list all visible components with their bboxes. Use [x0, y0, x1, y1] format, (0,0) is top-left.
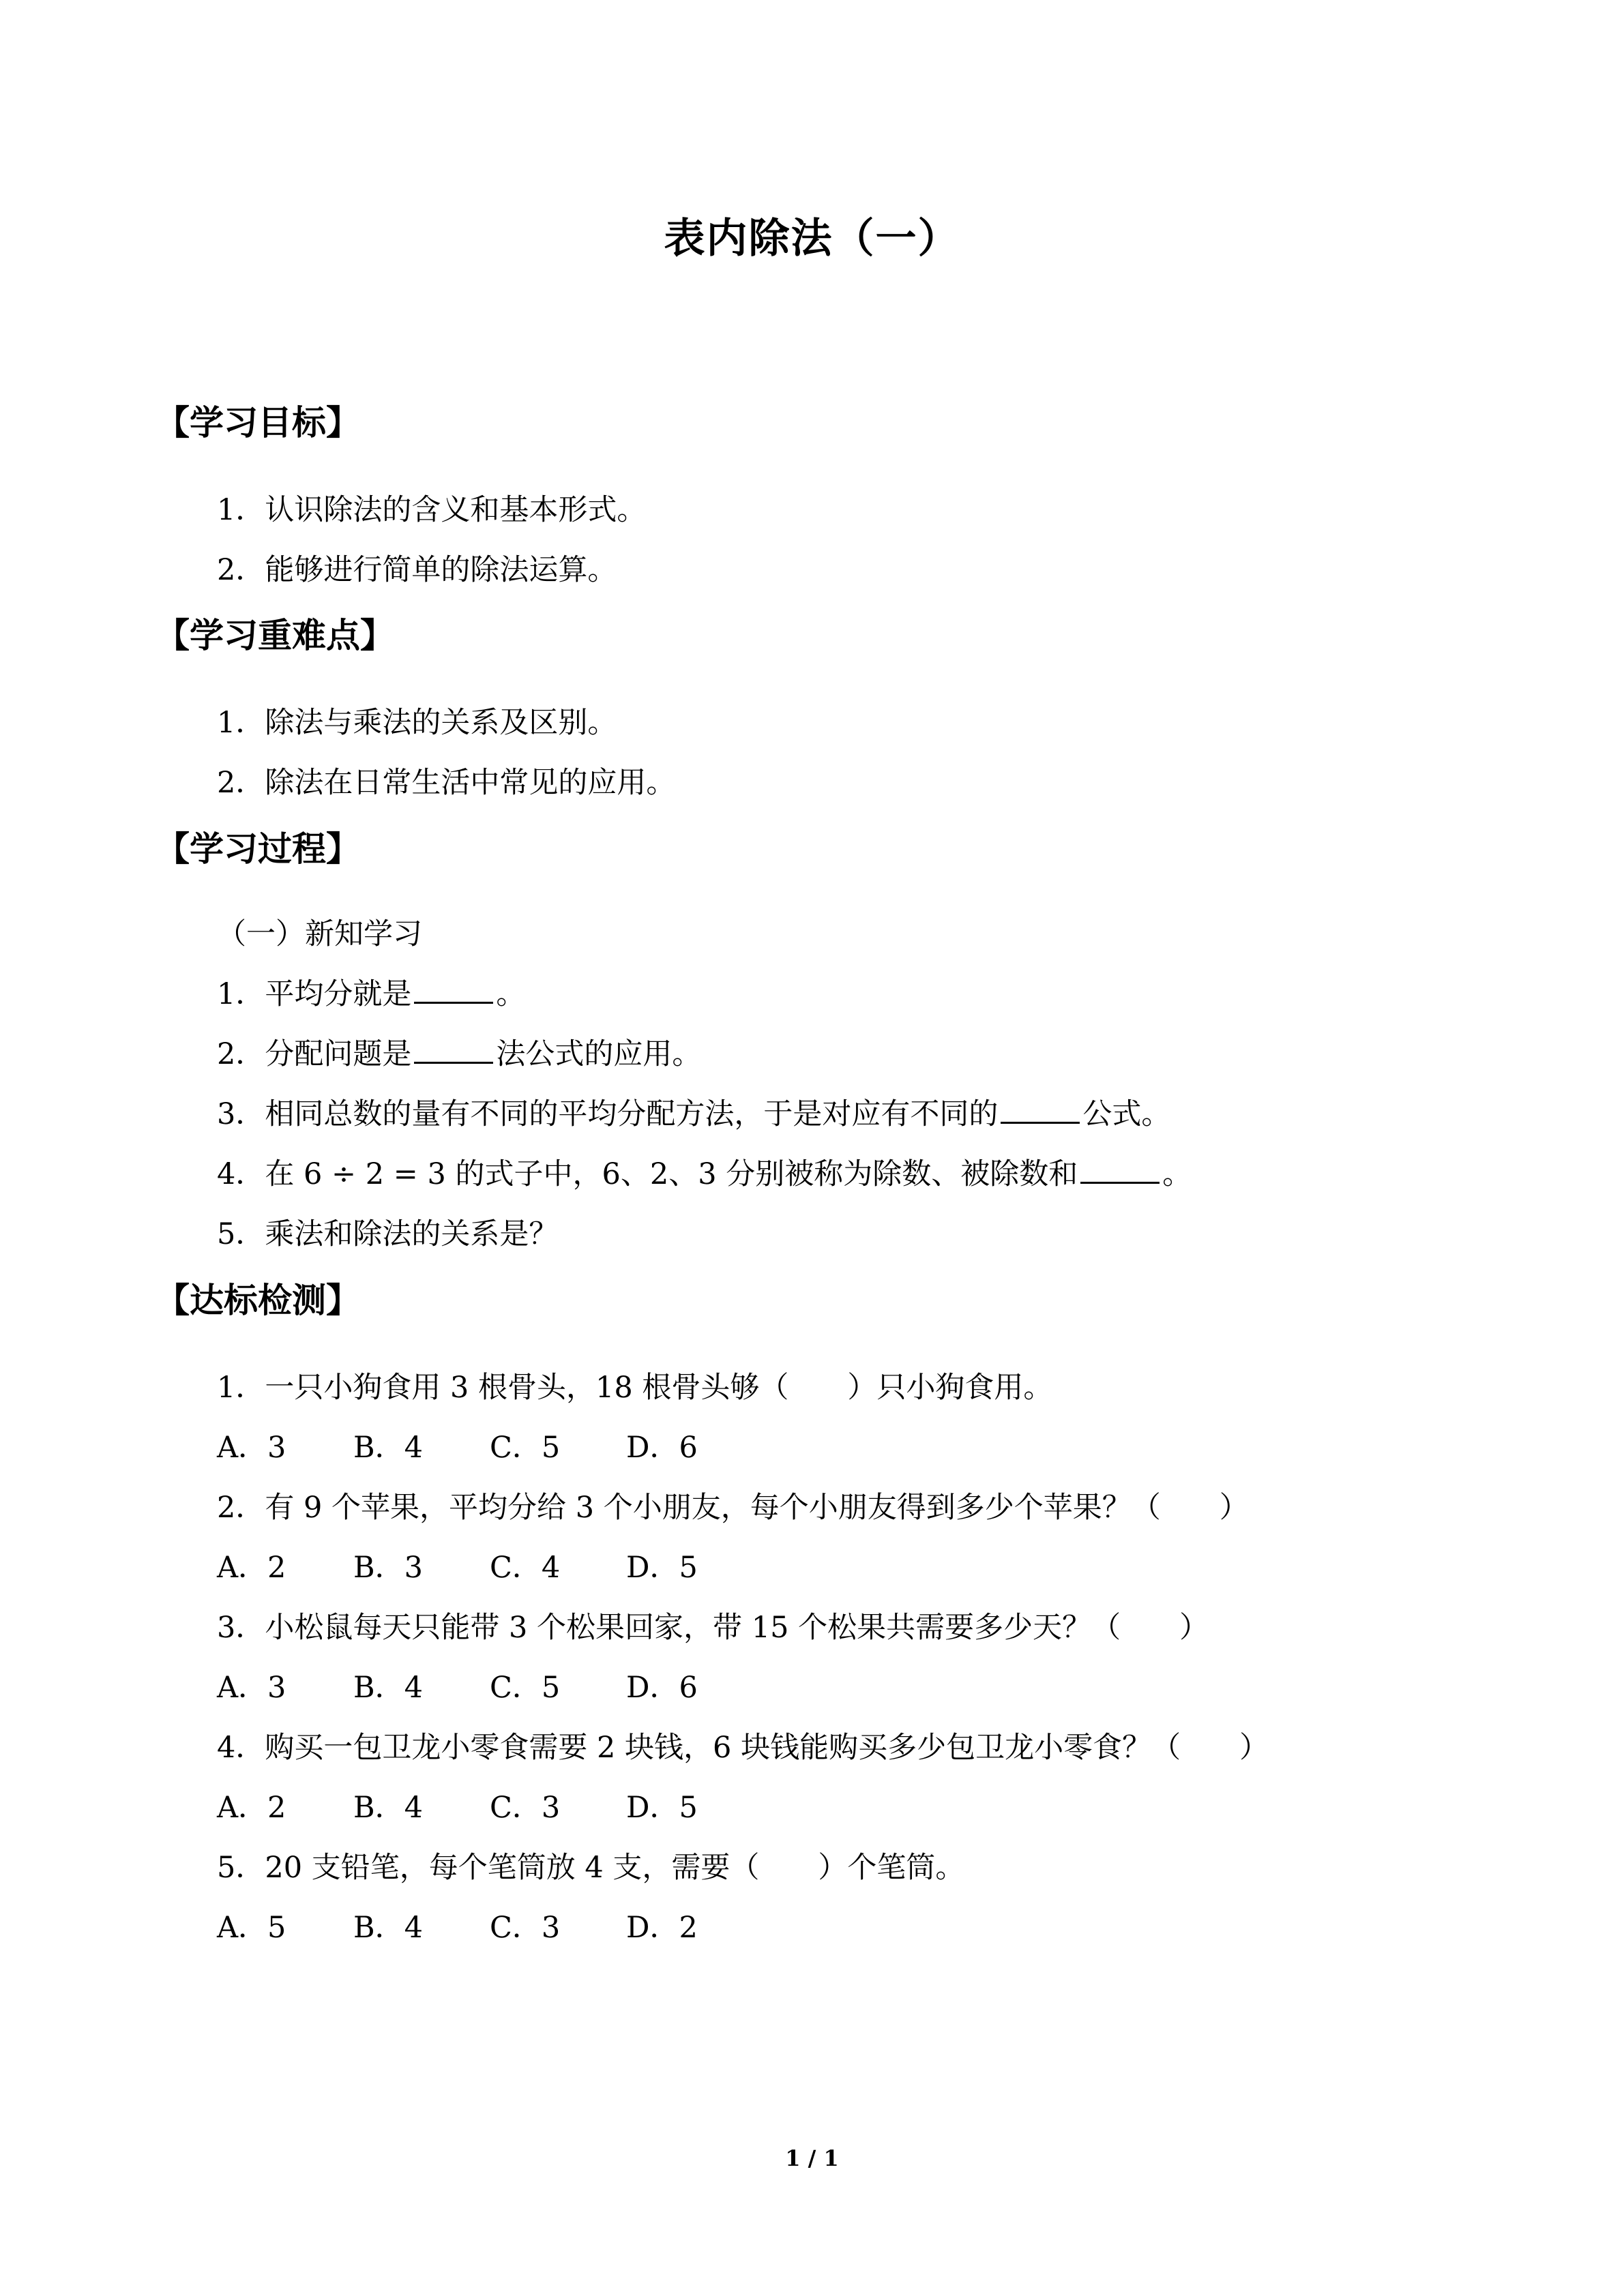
option-d[interactable]: D．6	[626, 1671, 698, 1705]
answer-options	[217, 1667, 763, 1708]
fill-blank-text: 。	[1162, 1157, 1192, 1191]
test-question: 1．一只小狗食用 3 根骨头，18 根骨头够（ ）只小狗食用。	[217, 1371, 1053, 1405]
fill-blank-text: 公式。	[1082, 1097, 1171, 1131]
key-point-item: 1．除法与乘法的关系及区别。	[217, 706, 617, 740]
option-c[interactable]: C．3	[490, 1791, 561, 1825]
answer-blank[interactable]	[1080, 1156, 1160, 1184]
option-b[interactable]: B．4	[353, 1791, 423, 1825]
fill-blank-item	[217, 974, 525, 1015]
fill-blank-item	[217, 1034, 701, 1075]
page-number: 1 / 1	[785, 2145, 839, 2171]
option-d[interactable]: D．2	[626, 1911, 698, 1945]
process-subheading: （一）新知学习	[217, 917, 422, 951]
option-d[interactable]: D．6	[626, 1431, 698, 1465]
test-question: 4．购买一包卫龙小零食需要 2 块钱，6 块钱能购买多少包卫龙小零食？（ ）	[217, 1731, 1269, 1765]
fill-blank-text: 2．分配问题是	[217, 1037, 412, 1071]
fill-blank-text: 1．平均分就是	[217, 977, 412, 1011]
answer-blank[interactable]	[1001, 1096, 1080, 1124]
objective-item: 2．能够进行简单的除法运算。	[217, 553, 617, 587]
answer-options	[217, 1907, 763, 1948]
option-c[interactable]: C．5	[490, 1671, 561, 1705]
option-a[interactable]: A．2	[217, 1551, 286, 1585]
option-a[interactable]: A．2	[217, 1791, 286, 1825]
fill-blank-item	[217, 1094, 1170, 1135]
fill-blank-item	[217, 1154, 1192, 1195]
answer-blank[interactable]	[414, 1036, 493, 1064]
option-a[interactable]: A．3	[217, 1671, 286, 1705]
answer-options	[217, 1787, 763, 1828]
option-c[interactable]: C．4	[490, 1551, 561, 1585]
section-heading-key-points: 【学习重难点】	[156, 616, 394, 655]
option-b[interactable]: B．4	[353, 1911, 423, 1945]
answer-blank[interactable]	[414, 976, 493, 1004]
document-title: 表内除法（一）	[664, 215, 960, 263]
test-question: 5．20 支铅笔，每个笔筒放 4 支，需要（ ）个笔筒。	[217, 1851, 965, 1885]
section-heading-objectives: 【学习目标】	[156, 403, 360, 443]
section-heading-test: 【达标检测】	[156, 1281, 360, 1320]
option-b[interactable]: B．4	[353, 1671, 423, 1705]
option-c[interactable]: C．5	[490, 1431, 561, 1465]
section-heading-process: 【学习过程】	[156, 829, 360, 869]
option-b[interactable]: B．3	[353, 1551, 423, 1585]
answer-options	[217, 1547, 763, 1588]
option-a[interactable]: A．3	[217, 1431, 286, 1465]
option-a[interactable]: A．5	[217, 1911, 286, 1945]
fill-blank-text: 法公式的应用。	[496, 1037, 702, 1071]
test-question: 2．有 9 个苹果，平均分给 3 个小朋友，每个小朋友得到多少个苹果？（ ）	[217, 1491, 1249, 1525]
option-d[interactable]: D．5	[626, 1791, 698, 1825]
key-point-item: 2．除法在日常生活中常见的应用。	[217, 766, 676, 800]
option-d[interactable]: D．5	[626, 1551, 698, 1585]
option-c[interactable]: C．3	[490, 1911, 561, 1945]
fill-blank-text: 4．在 6 ÷ 2 = 3 的式子中，6、2、3 分别被称为除数、被除数和	[217, 1157, 1078, 1191]
fill-blank-text: 3．相同总数的量有不同的平均分配方法，于是对应有不同的	[217, 1097, 999, 1131]
objective-item: 1．认识除法的含义和基本形式。	[217, 493, 647, 527]
test-question: 3．小松鼠每天只能带 3 个松果回家，带 15 个松果共需要多少天？（ ）	[217, 1611, 1209, 1645]
question-item: 5．乘法和除法的关系是？	[217, 1217, 559, 1251]
fill-blank-text: 。	[496, 977, 526, 1011]
answer-options	[217, 1427, 763, 1468]
option-b[interactable]: B．4	[353, 1431, 423, 1465]
